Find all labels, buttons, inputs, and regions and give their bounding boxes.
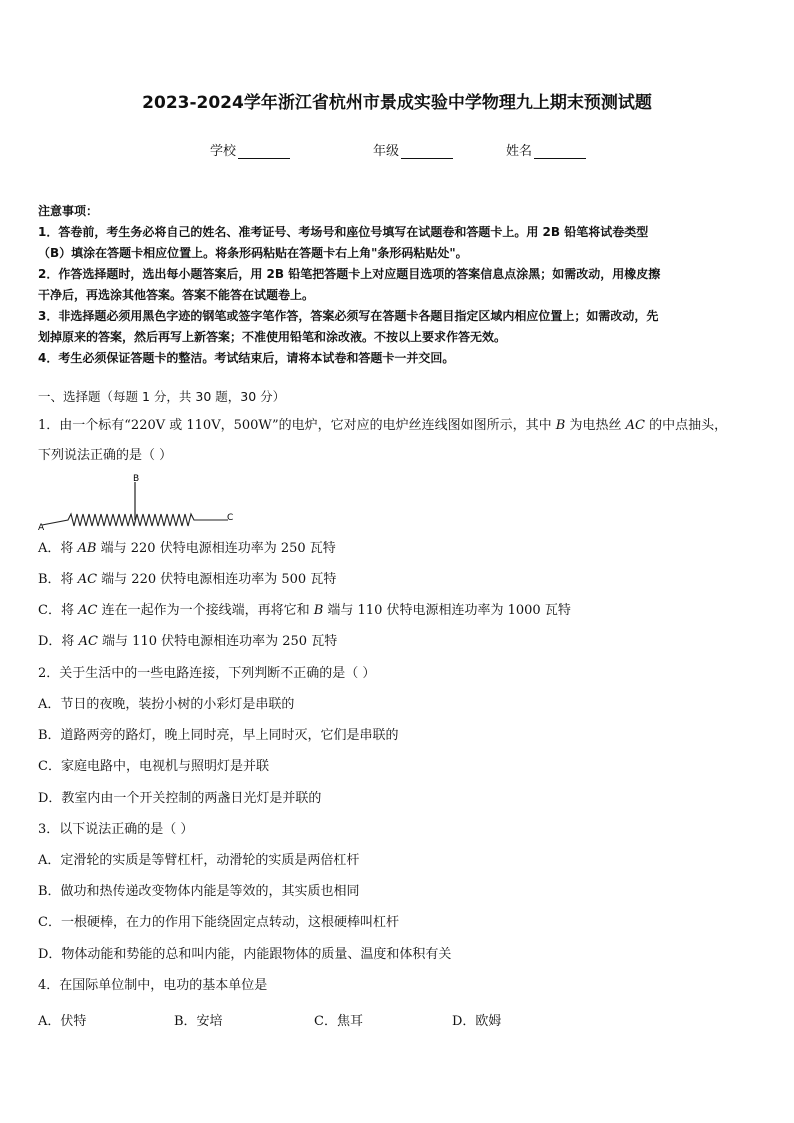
notice-line: 1．答卷前，考生务必将自己的姓名、准考证号、考场号和座位号填写在试题卷和答题卡上。用 2B 铅笔将试卷类型 bbox=[38, 225, 649, 239]
q4-option-a[interactable]: A．伏特 bbox=[38, 1014, 87, 1029]
diagram-label-b: B bbox=[133, 474, 140, 484]
resistor-wire-diagram bbox=[34, 470, 244, 536]
option-text: 端与 110 伏特电源相连功率为 250 瓦特 bbox=[97, 634, 338, 649]
q4-option-d[interactable]: D．欧姆 bbox=[452, 1014, 502, 1029]
q2-option-a[interactable]: A．节日的夜晚，装扮小树的小彩灯是串联的 bbox=[38, 697, 295, 712]
notice-heading: 注意事项： bbox=[38, 204, 99, 218]
name-field[interactable] bbox=[506, 140, 586, 159]
school-label: 学校 bbox=[210, 144, 237, 159]
option-var: AC bbox=[77, 572, 98, 587]
q2-option-d[interactable]: D．教室内由一个开关控制的两盏日光灯是并联的 bbox=[38, 791, 322, 806]
diagram-label-a: A bbox=[38, 523, 45, 533]
question-4-stem: 4．在国际单位制中，电功的基本单位是 bbox=[38, 978, 268, 993]
school-field[interactable] bbox=[210, 140, 290, 159]
notice-line: 2．作答选择题时，选出每小题答案后，用 2B 铅笔把答题卡上对应题目选项的答案信息点涂黑；如需改动，用橡皮擦 bbox=[38, 267, 661, 281]
question-1-stem bbox=[38, 418, 727, 434]
q1-option-a[interactable] bbox=[38, 541, 336, 557]
school-blank[interactable] bbox=[238, 144, 290, 159]
option-var: B bbox=[313, 603, 324, 618]
page-title: 2023-2024学年浙江省杭州市景成实验中学物理九上期末预测试题 bbox=[142, 93, 652, 113]
option-text: C．将 bbox=[38, 603, 79, 618]
q4-option-b[interactable]: B．安培 bbox=[174, 1014, 223, 1029]
grade-blank[interactable] bbox=[401, 144, 453, 159]
option-var: AC bbox=[78, 603, 98, 618]
name-label: 姓名 bbox=[506, 144, 533, 159]
notice-line: 3．非选择题必须用黑色字迹的钢笔或签字笔作答，答案必须写在答题卡各题目指定区域内相应位置上；如需改动，先 bbox=[38, 309, 659, 323]
q1-option-c[interactable] bbox=[38, 603, 571, 619]
q2-option-c[interactable]: C．家庭电路中，电视机与照明灯是并联 bbox=[38, 759, 269, 774]
student-info-row bbox=[0, 140, 794, 160]
option-text: D．将 bbox=[38, 634, 79, 649]
q1-text: 的中点抽头， bbox=[644, 418, 728, 433]
grade-field[interactable] bbox=[373, 140, 453, 159]
option-text: 端与 220 伏特电源相连功率为 250 瓦特 bbox=[96, 541, 336, 556]
diagram-label-c: C bbox=[227, 513, 234, 523]
notice-line: （B）填涂在答题卡相应位置上。将条形码粘贴在答题卡右上角"条形码粘贴处"。 bbox=[38, 246, 468, 260]
q1-var-b: B bbox=[555, 418, 566, 433]
q4-option-c[interactable]: C．焦耳 bbox=[314, 1014, 363, 1029]
section-heading: 一、选择题（每题 1 分，共 30 题，30 分） bbox=[38, 389, 286, 404]
q3-option-b[interactable]: B．做功和热传递改变物体内能是等效的，其实质也相同 bbox=[38, 884, 360, 899]
name-blank[interactable] bbox=[534, 144, 586, 159]
q1-text: 为电热丝 bbox=[565, 418, 626, 433]
q1-var-ac: AC bbox=[625, 418, 645, 433]
option-text: 端与 110 伏特电源相连功率为 1000 瓦特 bbox=[323, 603, 571, 618]
q1-text: 1．由一个标有“220V 或 110V，500W”的电炉，它对应的电炉丝连线图如图所示，其中 bbox=[38, 418, 556, 433]
option-var: AC bbox=[78, 634, 98, 649]
q1-option-d[interactable] bbox=[38, 634, 337, 650]
question-3-stem: 3．以下说法正确的是（ ） bbox=[38, 822, 194, 837]
q3-option-d[interactable]: D．物体动能和势能的总和叫内能，内能跟物体的质量、温度和体积有关 bbox=[38, 947, 452, 962]
q1-option-b[interactable] bbox=[38, 572, 336, 588]
question-2-stem: 2．关于生活中的一些电路连接，下列判断不正确的是（ ） bbox=[38, 666, 376, 681]
q4-options-row bbox=[38, 1010, 758, 1028]
question-1-stem-line2: 下列说法正确的是（ ） bbox=[38, 448, 173, 463]
notice-line: 划掉原来的答案，然后再写上新答案；不准使用铅笔和涂改液。不按以上要求作答无效。 bbox=[38, 330, 507, 344]
option-var: AB bbox=[77, 541, 97, 556]
notice-line: 4．考生必须保证答题卡的整洁。考试结束后，请将本试卷和答题卡一并交回。 bbox=[38, 351, 455, 365]
q3-option-c[interactable]: C．一根硬棒，在力的作用下能绕固定点转动，这根硬棒叫杠杆 bbox=[38, 915, 399, 930]
option-text: B．将 bbox=[38, 572, 78, 587]
grade-label: 年级 bbox=[373, 144, 400, 159]
notice-line: 干净后，再选涂其他答案。答案不能答在试题卷上。 bbox=[38, 288, 315, 302]
q2-option-b[interactable]: B．道路两旁的路灯，晚上同时亮，早上同时灭，它们是串联的 bbox=[38, 728, 399, 743]
option-text: 端与 220 伏特电源相连功率为 500 瓦特 bbox=[97, 572, 337, 587]
option-text: 连在一起作为一个接线端，再将它和 bbox=[97, 603, 314, 618]
q3-option-a[interactable]: A．定滑轮的实质是等臂杠杆，动滑轮的实质是两倍杠杆 bbox=[38, 853, 360, 868]
option-text: A．将 bbox=[38, 541, 78, 556]
